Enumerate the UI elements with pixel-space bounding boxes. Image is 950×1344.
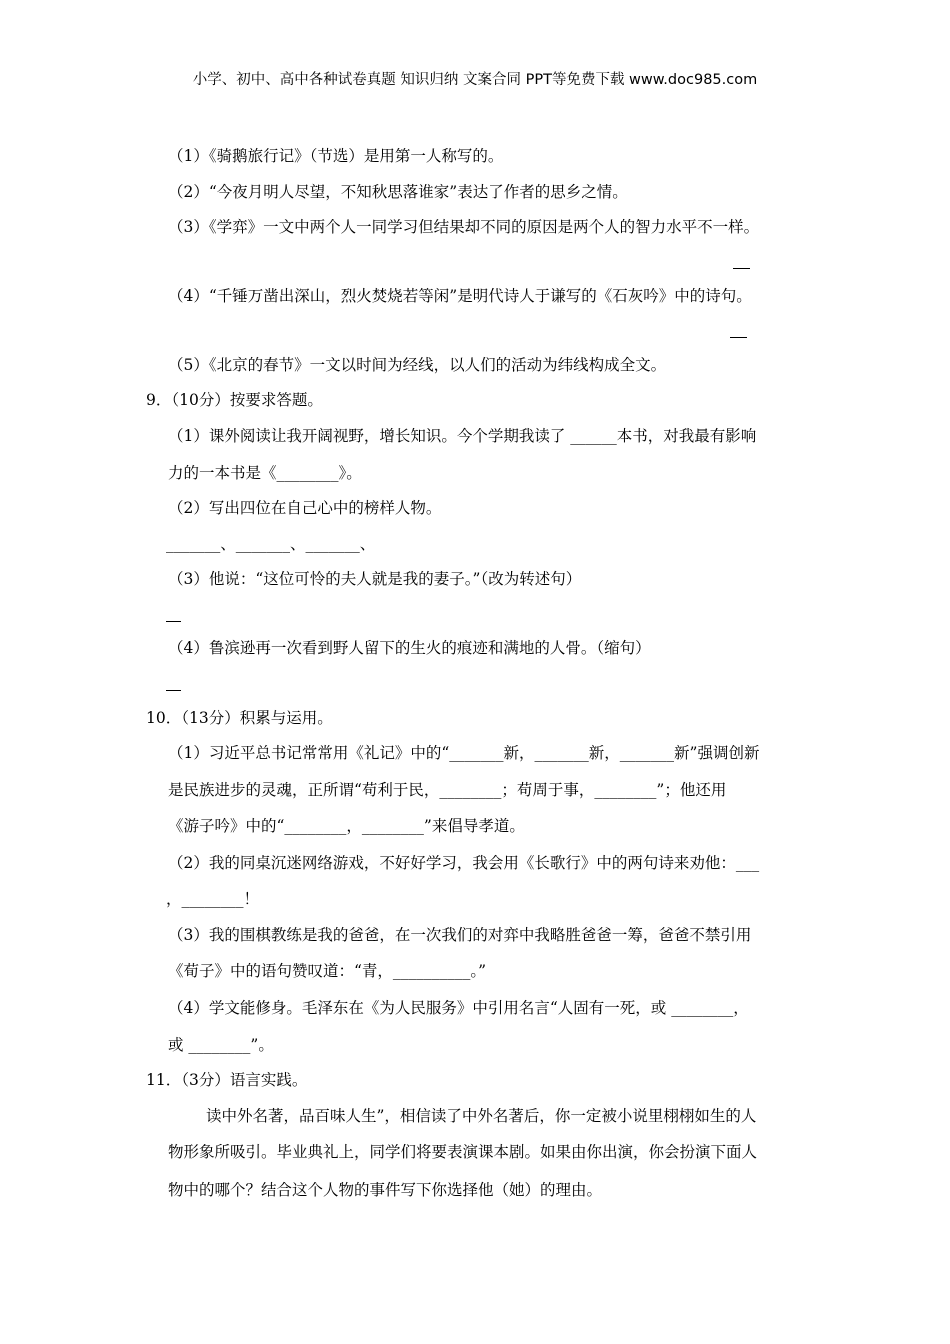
q10-title: 10．（13分）积累与运用。: [146, 709, 333, 727]
q10-line-2: 是民族进步的灵魂，正所谓“苟利于民，________；苟周于事，________”；他还用: [168, 781, 727, 799]
q8-item-2: （2）“今夜月明人尽望，不知秋思落谁家”表达了作者的思乡之情。: [168, 183, 628, 201]
q9-line-4: _______、_______、_______、: [166, 535, 376, 553]
q11-line-3: 物中的哪个？结合这个人物的事件写下你选择他（她）的理由。: [168, 1181, 603, 1199]
q8-item-4: （4）“千锤万凿出深山，烈火焚烧若等闲”是明代诗人于谦写的《石灰吟》中的诗句。: [168, 287, 752, 305]
q10-line-1: （1）习近平总书记常常用《礼记》中的“_______新，_______新，_______新”强调创新: [168, 744, 760, 762]
q10-line-3: 《游子吟》中的“________，________”来倡导孝道。: [168, 817, 525, 835]
q10-line-5: ，________！: [166, 890, 260, 908]
page-header: 小学、初中、高中各种试卷真题 知识归纳 文案合同 PPT等免费下载 www.doc985.com: [192, 72, 758, 88]
q11-title: 11．（3分）语言实践。: [146, 1071, 308, 1089]
q10-line-8: （4）学文能修身。毛泽东在《为人民服务》中引用名言“人固有一死，或 ________，: [168, 999, 749, 1017]
q8-item-4-answer-blank[interactable]: [730, 337, 747, 338]
q9-4-answer-blank[interactable]: [166, 690, 181, 691]
q9-line-1: （1）课外阅读让我开阔视野，增长知识。今个学期我读了 ______本书，对我最有影响: [168, 427, 757, 445]
q9-line-2: 力的一本书是《________》。: [168, 464, 362, 482]
q8-item-1: （1）《骑鹅旅行记》（节选）是用第一人称写的。: [168, 147, 504, 165]
q10-line-6: （3）我的围棋教练是我的爸爸，在一次我们的对弈中我略胜爸爸一筹，爸爸不禁引用: [168, 926, 752, 944]
q9-line-5: （3）他说：“这位可怜的夫人就是我的妻子。”（改为转述句）: [168, 570, 582, 588]
q11-line-2: 物形象所吸引。毕业典礼上，同学们将要表演课本剧。如果由你出演，你会扮演下面人: [168, 1143, 758, 1161]
q8-item-5: （5）《北京的春节》一文以时间为经线，以人们的活动为纬线构成全文。: [168, 356, 667, 374]
q9-title: 9．（10分）按要求答题。: [146, 391, 323, 409]
q10-line-7: 《荀子》中的语句赞叹道：“青，__________。”: [168, 962, 487, 980]
q8-item-3-answer-blank[interactable]: [733, 268, 750, 269]
q10-line-4: （2）我的同桌沉迷网络游戏，不好好学习，我会用《长歌行》中的两句诗来劝他：___: [168, 854, 760, 872]
q10-line-9: 或 ________”。: [168, 1036, 274, 1054]
q9-3-answer-blank[interactable]: [166, 621, 181, 622]
q9-line-6: （4）鲁滨逊再一次看到野人留下的生火的痕迹和满地的人骨。（缩句）: [168, 639, 651, 657]
q9-line-3: （2）写出四位在自己心中的榜样人物。: [168, 499, 442, 517]
q8-item-3: （3）《学弈》一文中两个人一同学习但结果却不同的原因是两个人的智力水平不一样。: [168, 218, 760, 236]
q11-line-1: 读中外名著，品百味人生”，相信读了中外名著后，你一定被小说里栩栩如生的人: [206, 1107, 757, 1125]
